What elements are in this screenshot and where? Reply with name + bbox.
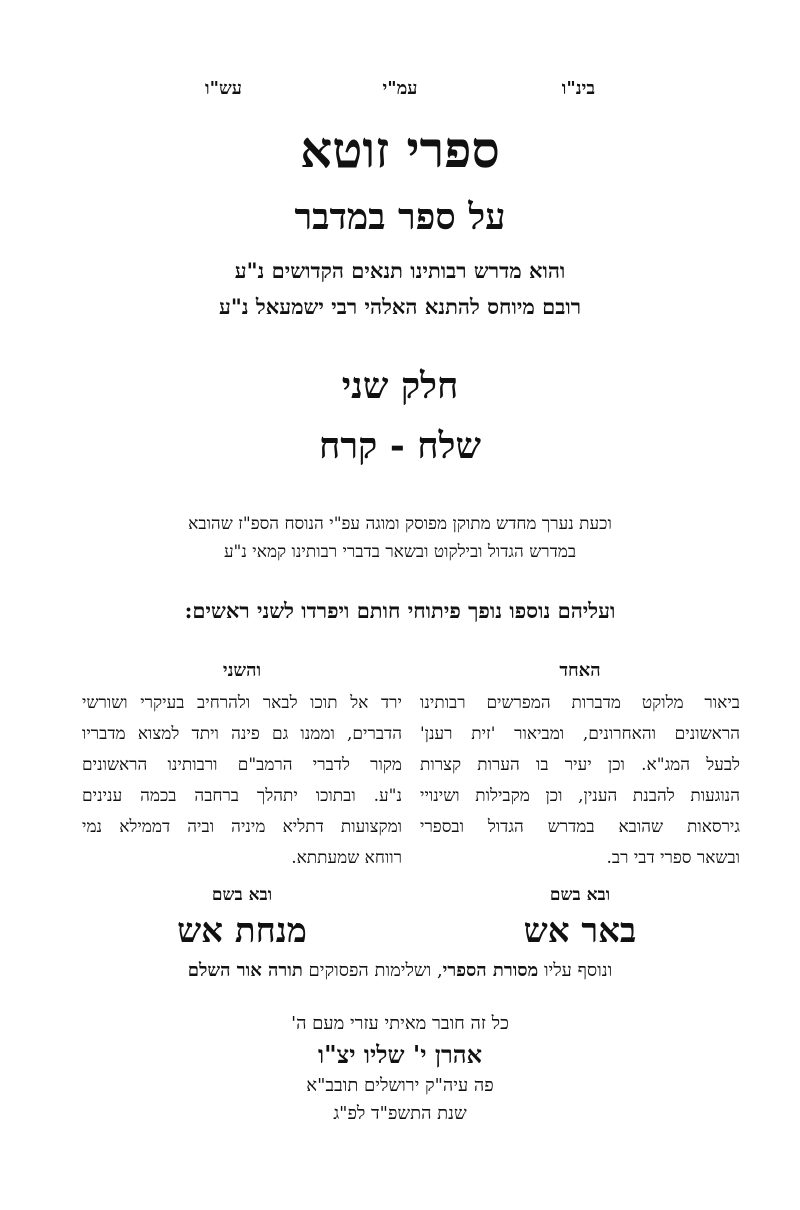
column-line: ובשאר ספרי דבי רב. — [606, 848, 740, 868]
column-line: הנוגעות להבנת הענין, וכן מקבילות ושינויי — [420, 786, 740, 806]
header-abbreviation-center: עמ"י — [382, 78, 418, 99]
part-range: שלח - קרח — [319, 425, 481, 467]
header-abbreviation-left: עש"ו — [205, 78, 242, 99]
compiled-note-line-2: במדרש הגדול ובילקוט ובשאר בדברי רבותינו קמאי נ"ע — [223, 542, 577, 562]
note-torah-or: תורה אור השלם — [187, 960, 303, 981]
commentary-name-beer-esh: באר אש — [523, 911, 637, 951]
book-title: ספרי זוטא — [300, 120, 500, 179]
column-line: ביאור מלוקט מדברות המפרשים רבותינו — [420, 693, 740, 713]
column-line: הראשונים והאחרונים, ומביאור 'זית רענן' — [420, 724, 740, 744]
author-preface: כל זה חובר מאיתי עזרי מעם ה' — [291, 1013, 509, 1034]
column-line: רווחא שמעתתא. — [291, 848, 402, 868]
column-name-intro: ובא בשם — [211, 885, 273, 905]
column-line: הדברים, וממנו גם פינה ויתד למצוא מדבריו — [82, 724, 402, 744]
column-line: מקור לדברי הרמב"ם ורבותינו הראשונים — [82, 755, 402, 775]
compiled-note-line-1: וכעת נערך מחדש מתוקן מפוסק ומוגה עפ"י הנוסח הספ"ז שהובא — [188, 514, 612, 534]
author-name: אהרן י' שליו יצ"ו — [318, 1040, 482, 1069]
commentary-name-minchat-esh: מנחת אש — [177, 911, 307, 951]
column-line: לבעל המג"א. וכן יעיר בו הערות קצרות — [420, 755, 740, 775]
column-line: ומקצועות דתליא מיניה וביה דממילא נמי — [82, 817, 402, 837]
column-line: ירד אל תוכו לבאר ולהרחיב בעיקרי ושורשי — [82, 693, 402, 713]
header-abbreviation-right: בינ"ו — [561, 78, 595, 99]
note-middle: , ושלימות הפסוקים — [302, 960, 443, 981]
note-masoret: מסורת הספרי — [442, 960, 539, 981]
column-name-intro: ובא בשם — [549, 885, 611, 905]
publication-place: פה עיה"ק ירושלים תובב"א — [306, 1075, 494, 1096]
description-line-1: והוא מדרש רבותינו תנאים הקדושים נ"ע — [234, 258, 566, 283]
book-subtitle: על ספר במדבר — [294, 196, 506, 238]
added-heading: ועליהם נוספו נופך פיתוחי חותם ויפרדו לשני ראשים: — [184, 598, 616, 623]
description-line-2: רובם מיוחס להתנא האלהי רבי ישמעאל נ"ע — [218, 294, 582, 319]
column-first-commentary — [420, 655, 740, 951]
column-line: נ"ע. ובתוכו יתהלך ברחבה בכמה ענינים — [82, 786, 402, 806]
part-label: חלק שני — [341, 365, 459, 407]
additions-note — [0, 960, 800, 981]
column-second-commentary — [82, 655, 402, 951]
note-prefix: ונוסף עליו — [538, 960, 613, 981]
column-line: גירסאות שהובא במדרש הגדול ובספרי — [420, 817, 740, 837]
publication-year: שנת התשפ"ד לפ"ג — [333, 1103, 467, 1124]
column-heading: האחד — [559, 660, 601, 681]
column-heading: והשני — [222, 660, 262, 681]
